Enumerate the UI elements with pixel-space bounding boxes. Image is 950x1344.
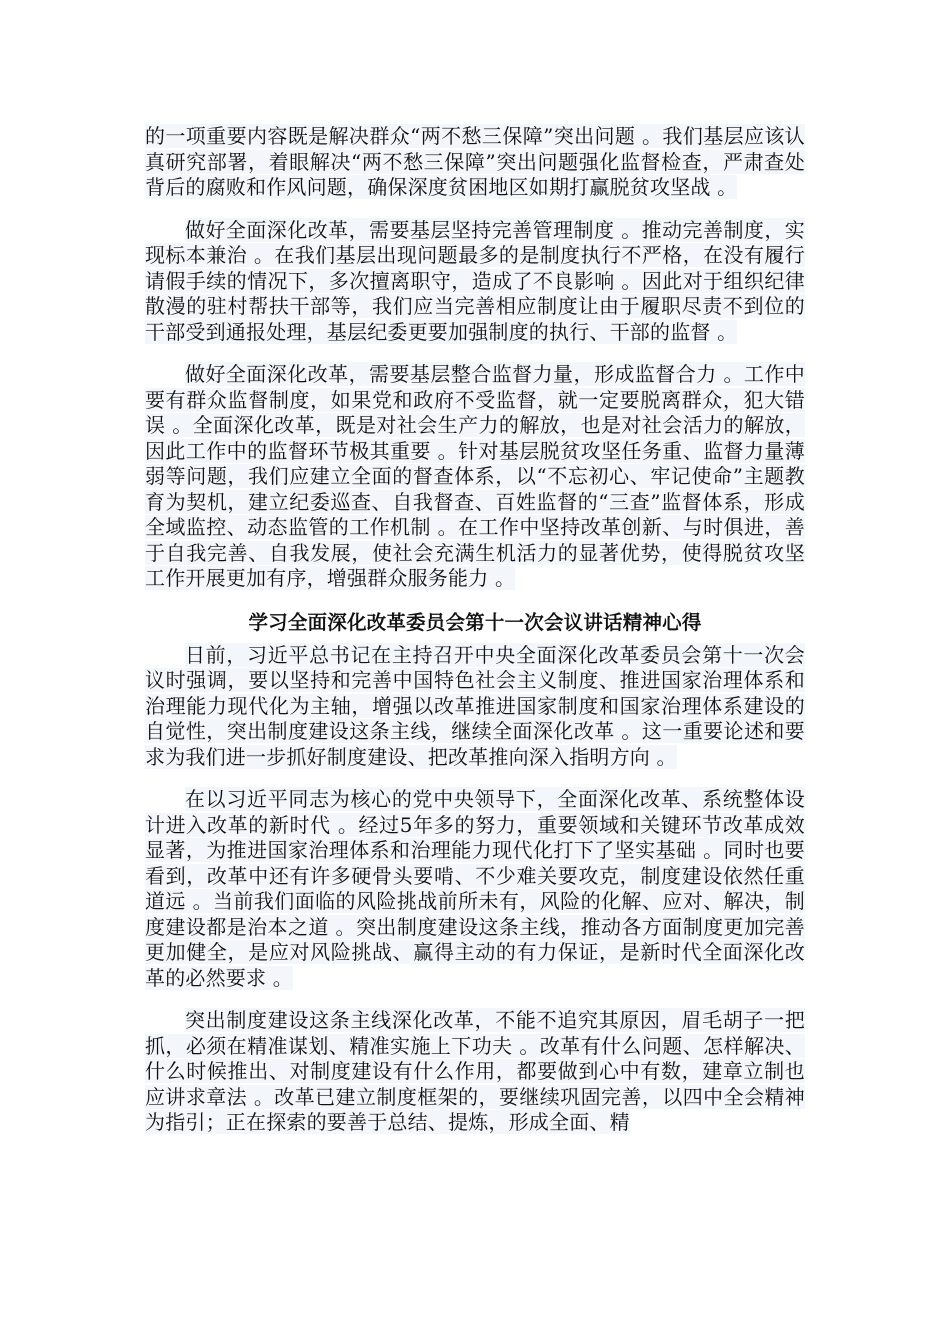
- paragraph-text: 突出制度建设这条主线深化改革，不能不追究其原因，眉毛胡子一把抓，必须在精准谋划、精准实施上下功夫 。改革有什么问题、怎样解决、什么时候推出、对制度建设有什么作用，都要做到心中有数，建章立制也应讲求章法 。改革已建立制度框架的，要继续巩固完善，以四中全会精神为指引；正在探索的要善于总结、提炼，形成全面、精: [145, 1008, 805, 1134]
- paragraph-text: 做好全面深化改革，需要基层坚持完善管理制度 。推动完善制度，实现标本兼治 。在我们基层出现问题最多的是制度执行不严格，在没有履行请假手续的情况下，多次擅离职守，造成了不良影响 。因此对于组织纪律散漫的驻村帮扶干部等，我们应当完善相应制度让由于履职尽责不到位的干部受到通报处理，基层纪委更要加强制度的执行、干部的监督 。: [145, 217, 805, 344]
- paragraph-supervision: [145, 362, 805, 592]
- paragraph-continuation: [145, 124, 805, 201]
- section-heading: 学习全面深化改革委员会第十一次会议讲话精神心得: [248, 610, 702, 634]
- paragraph-main-line: [145, 1008, 805, 1136]
- paragraph-management-system: [145, 218, 805, 346]
- paragraph-new-era: [145, 787, 805, 991]
- paragraph-text: 日前，习近平总书记在主持召开中央全面深化改革委员会第十一次会议时强调，要以坚持和完善中国特色社会主义制度、推进国家治理体系和治理能力现代化为主轴，增强以改革推进国家制度和国家治理体系建设的自觉性，突出制度建设这条主线，继续全面深化改革 。这一重要论述和要求为我们进一步抓好制度建设、把改革推向深入指明方向 。: [145, 642, 805, 769]
- paragraph-text: 的一项重要内容既是解决群众“两不愁三保障”突出问题 。我们基层应该认真研究部署，着眼解决“两不愁三保障”突出问题强化监督检查，严肃查处背后的腐败和作风问题，确保深度贫困地区如期打赢脱贫攻坚战 。: [145, 124, 805, 199]
- paragraph-text: 做好全面深化改革，需要基层整合监督力量，形成监督合力 。工作中要有群众监督制度，如果党和政府不受监督，就一定要脱离群众，犯大错误 。全面深化改革，既是对社会生产力的解放，也是对社会活力的解放，因此工作中的监督环节极其重要 。针对基层脱贫攻坚任务重、监督力量薄弱等问题，我们应建立全面的督查体系，以“不忘初心、牢记使命”主题教育为契机，建立纪委巡查、自我督查、百姓监督的“三查”监督体系，形成全域监控、动态监管的工作机制 。在工作中坚持改革创新、与时俱进，善于自我完善、自我发展，使社会充满生机活力的显著优势，使得脱贫攻坚工作开展更加有序，增强群众服务能力 。: [145, 362, 805, 590]
- paragraph-meeting-summary: [145, 643, 805, 771]
- paragraph-text: 在以习近平同志为核心的党中央领导下，全面深化改革、系统整体设计进入改革的新时代 。经过5年多的努力，重要领域和关键环节改革成效显著，为推进国家治理体系和治理能力现代化打下了坚实基础 。同时也要看到，改革中还有许多硬骨头要啃、不少难关要攻克，制度建设依然任重道远 。当前我们面临的风险挑战前所未有，风险的化解、应对、解决，制度建设都是治本之道 。突出制度建设这条主线，推动各方面制度更加完善更加健全，是应对风险挑战、赢得主动的有力保证，是新时代全面深化改革的必然要求 。: [145, 787, 805, 990]
- document-page: [145, 124, 805, 1153]
